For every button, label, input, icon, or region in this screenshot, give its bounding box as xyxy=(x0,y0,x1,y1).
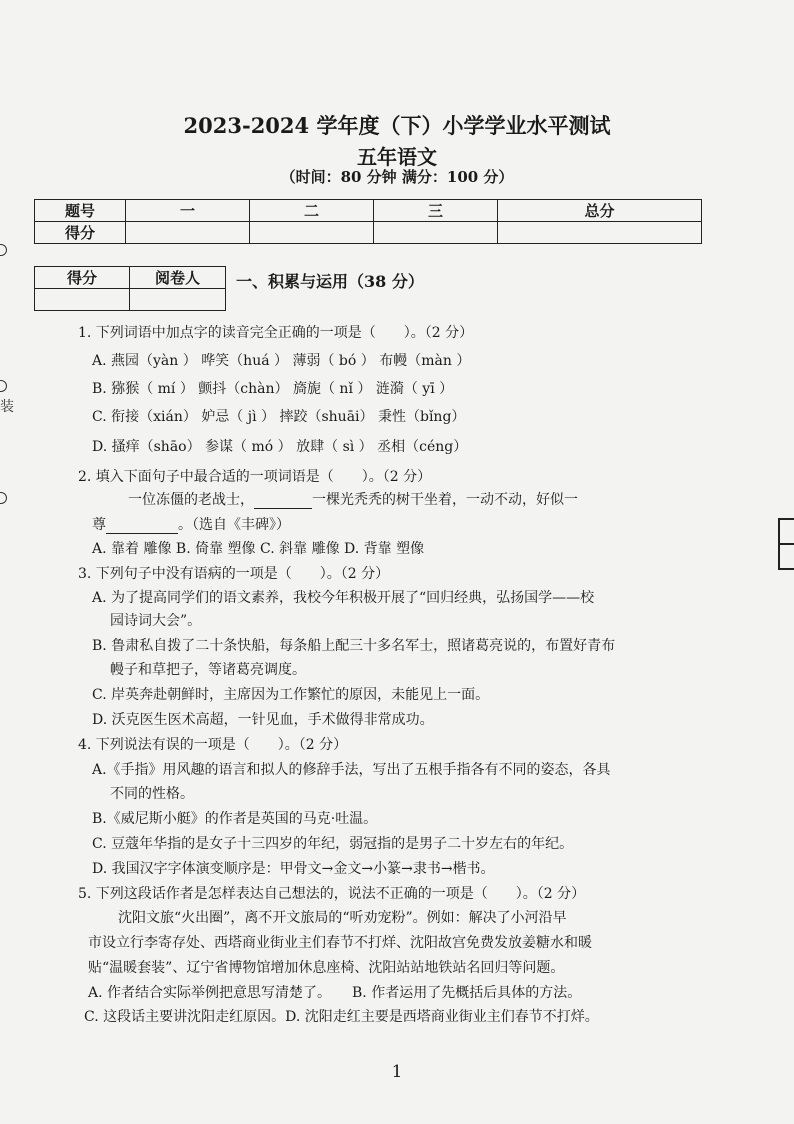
q1-c-word2: 妒忌（ jì ） xyxy=(201,409,276,425)
score-input-3[interactable] xyxy=(374,222,498,244)
q2-blank-1[interactable] xyxy=(254,494,312,509)
q3-option-a-line2: 园诗词大会”。 xyxy=(110,613,202,629)
q1-d-word2: 参谋（ mó ） xyxy=(205,439,292,455)
q2-option-c: C. 斜靠 雕像 xyxy=(260,541,340,557)
q1-c-word1: C. 衔接（xián） xyxy=(92,409,197,425)
q1-b-word4: 涟漪（ yī ） xyxy=(375,381,454,397)
grader-name-input[interactable] xyxy=(130,289,226,311)
q2-text1: 一位冻僵的老战士， xyxy=(128,492,254,508)
score-input-1[interactable] xyxy=(126,222,250,244)
q3-option-a-line1: A. 为了提高同学们的语文素养，我校今年积极开展了“回归经典，弘扬国学——校 xyxy=(92,590,595,606)
q5-passage-line2: 市设立行李寄存处、西塔商业街业主们春节不打烊、沈阳故宫免费发放姜糖水和暖 xyxy=(88,935,592,951)
score-input-2[interactable] xyxy=(250,222,374,244)
grader-score-input[interactable] xyxy=(35,289,130,311)
q1-a-word3: 薄弱（ bó ） xyxy=(292,353,375,369)
score-cell-1: 一 xyxy=(126,200,250,222)
q2-blank-2[interactable] xyxy=(106,519,178,534)
grader-table xyxy=(34,266,226,311)
grader-name-label: 阅卷人 xyxy=(130,267,226,289)
q4-option-d: D. 我国汉字字体演变顺序是：甲骨文→金文→小篆→隶书→楷书。 xyxy=(92,861,495,877)
q2-sentence-line2 xyxy=(92,514,290,534)
score-cell-3: 三 xyxy=(374,200,498,222)
q4-stem: 4. 下列说法有误的一项是（ ）。（2 分） xyxy=(78,737,348,753)
margin-text-zhuang: 装 xyxy=(0,399,14,415)
binding-hole-mark xyxy=(0,244,7,256)
grader-score-label: 得分 xyxy=(35,267,130,289)
q4-option-b: B.《威尼斯小艇》的作者是英国的马克·吐温。 xyxy=(92,811,378,827)
binding-hole-mark xyxy=(0,380,7,392)
score-cell-2: 二 xyxy=(250,200,374,222)
q1-option-row-a xyxy=(92,350,732,370)
q1-a-word1: A. 燕园（yàn ） xyxy=(92,353,197,369)
q1-stem: 1. 下列词语中加点字的读音完全正确的一项是（ ）。（2 分） xyxy=(78,325,474,341)
q1-d-word3: 放肆（ sì ） xyxy=(296,439,373,455)
q4-option-a-line2: 不同的性格。 xyxy=(110,786,194,802)
score-row-label: 得分 xyxy=(35,222,126,244)
q3-option-c: C. 岸英奔赴朝鲜时，主席因为工作繁忙的原因，未能见上一面。 xyxy=(92,687,490,703)
q2-option-b: B. 倚靠 塑像 xyxy=(175,541,256,557)
q2-text3: 尊 xyxy=(92,517,106,533)
score-cell-label: 题号 xyxy=(35,200,126,222)
q2-text4: 。（选自《丰碑》） xyxy=(178,517,290,533)
q2-options xyxy=(92,538,732,558)
q1-option-row-c xyxy=(92,406,732,426)
q3-option-b-line2: 幔子和草把子，等诸葛亮调度。 xyxy=(110,662,306,678)
q1-option-row-b xyxy=(92,378,732,398)
binding-hole-mark xyxy=(0,492,7,504)
q4-option-a-line1: A.《手指》用风趣的语言和拟人的修辞手法，写出了五根手指各有不同的姿态，各具 xyxy=(92,762,611,778)
q1-c-word4: 秉性（bǐng） xyxy=(377,409,466,425)
q5-stem: 5. 下列这段话作者是怎样表达自己想法的，说法不正确的一项是（ ）。（2 分） xyxy=(78,886,586,902)
q3-stem: 3. 下列句子中没有语病的一项是（ ）。（2 分） xyxy=(78,566,390,582)
q5-passage-line1: 沈阳文旅“火出圈”，离不开文旅局的“听劝宠粉”。例如：解决了小河沿早 xyxy=(118,910,567,926)
q1-b-word3: 旖旎（ nǐ ） xyxy=(292,381,372,397)
q1-b-word1: B. 猕猴（ mí ） xyxy=(92,381,194,397)
exam-subtitle: 五年语文 xyxy=(357,145,437,169)
page-number: 1 xyxy=(391,1062,403,1082)
q1-d-word4: 丞相（céng） xyxy=(377,439,468,455)
exam-title: 2023-2024 学年度（下）小学学业水平测试 xyxy=(183,113,611,138)
q5-passage-line3: 贴“温暖套装”、辽宁省博物馆增加休息座椅、沈阳站站地铁站名回归等问题。 xyxy=(88,960,565,976)
q2-text2: 一棵光秃秃的树干坐着，一动不动，好似一 xyxy=(312,492,578,508)
q5-options-ab: A. 作者结合实际举例把意思写清楚了。 B. 作者运用了先概括后具体的方法。 xyxy=(88,985,582,1001)
q1-option-row-d xyxy=(92,436,732,456)
score-table-score-row xyxy=(35,222,702,244)
q1-b-word2: 颤抖（chàn） xyxy=(198,381,289,397)
q3-option-d: D. 沃克医生医术高超，一针见血，手术做得非常成功。 xyxy=(92,712,434,728)
score-table-header-row xyxy=(35,200,702,222)
q1-d-word1: D. 搔痒（shāo） xyxy=(92,439,201,455)
time-info: （时间：80 分钟 满分：100 分） xyxy=(280,168,514,186)
q3-option-b-line1: B. 鲁肃私自拨了二十条快船，每条船上配三十多名军士，照诸葛亮说的，布置好青布 xyxy=(92,638,616,654)
score-cell-total: 总分 xyxy=(498,200,702,222)
q1-a-word4: 布幔（màn ） xyxy=(379,353,471,369)
q4-option-c: C. 豆蔻年华指的是女子十三四岁的年纪，弱冠指的是男子二十岁左右的年纪。 xyxy=(92,836,574,852)
q2-option-d: D. 背靠 塑像 xyxy=(344,541,425,557)
q1-a-word2: 哗笑（huá ） xyxy=(201,353,289,369)
section-1-title: 一、积累与运用（38 分） xyxy=(236,272,424,291)
q2-sentence-line1 xyxy=(128,489,578,509)
q5-options-cd: C. 这段话主要讲沈阳走红原因。D. 沈阳走红主要是西塔商业街业主们春节不打烊。 xyxy=(84,1009,599,1025)
q1-c-word3: 摔跤（shuāi） xyxy=(279,409,374,425)
q2-option-a: A. 靠着 雕像 xyxy=(92,541,172,557)
edge-bracket-mark xyxy=(778,518,794,570)
q2-stem: 2. 填入下面句子中最合适的一项词语是（ ）。（2 分） xyxy=(78,469,432,485)
score-input-total[interactable] xyxy=(498,222,702,244)
score-table xyxy=(34,199,702,244)
